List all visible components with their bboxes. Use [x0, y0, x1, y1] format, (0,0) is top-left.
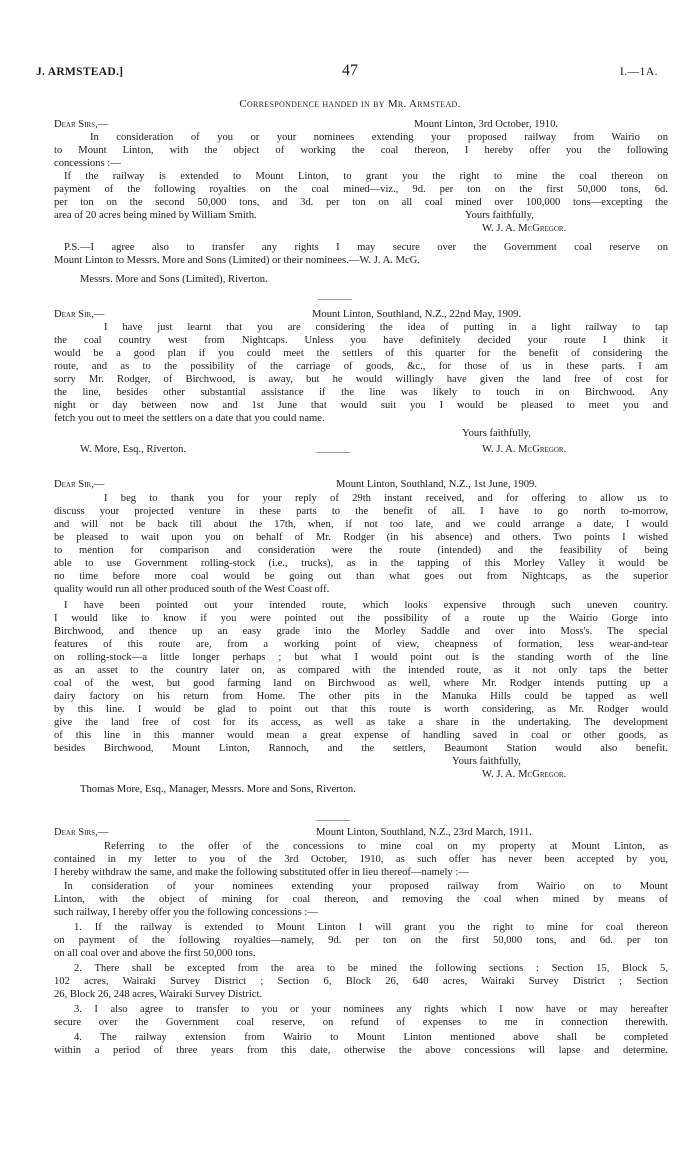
salutation: Dear Sirs,— — [54, 119, 109, 130]
body-line: payment of the following royalties on the coal mined—viz., 9d. per ton on the first 50,000 tons, 6d. — [54, 184, 668, 195]
closing: Yours faithfully, — [452, 756, 521, 767]
place-date: Mount Linton, Southland, N.Z., 22nd May, 1909. — [312, 309, 522, 320]
postscript-line: P.S.—I agree also to transfer any rights I may secure over the Government coal reserve on — [64, 242, 668, 253]
body-line: features of this route are, from a working point of view, cheapness of formation, less wear-and-tear — [54, 639, 668, 650]
divider — [316, 820, 350, 821]
body-line: secure over the Government coal reserve, on refund of expenses to me in connection therewith. — [54, 1017, 668, 1028]
body-line: as an asset to the country later on, as compared with the intended route, as it not only taps the better — [54, 665, 668, 676]
body-line: on rolling-stock—a little longer perhaps ; but what I would point out is the standing worth of the line — [54, 652, 668, 663]
body-line: of this line in this manner would mean a great expense of handling saved in coal or other goods, as — [54, 730, 668, 741]
place-date: Mount Linton, 3rd October, 1910. — [414, 119, 559, 130]
body-line: quality would run all other produced south of the West Coast off. — [54, 584, 330, 595]
body-line: Birchwood, and thence up an easy grade into the Morley Saddle and over into Moss's. The special — [54, 626, 668, 637]
letter-2-heading — [54, 309, 668, 321]
body-line: fetch you out to meet the settlers on a date that you could name. — [54, 413, 325, 424]
body-line: the coal country west from Nightcaps. Unless you have definitely decided your route I think it — [54, 335, 668, 346]
closing: Yours faithfully, — [465, 210, 534, 221]
body-line: dairy factory on his return from Home. The other pits in the Manuka Hills could be tapped as well — [54, 691, 668, 702]
place-date: Mount Linton, Southland, N.Z., 1st June, 1909. — [336, 479, 537, 490]
body-line: 2. There shall be excepted from the area to be mined the following sections : Section 15, Block 5, — [74, 963, 668, 974]
body-line: such railway, I hereby offer you the following concessions :— — [54, 907, 318, 918]
body-line: I would like to know if you were pointed out the possibility of a route up the Wairio Gorge into — [54, 613, 668, 624]
signature: W. J. A. McGregor. — [482, 769, 567, 780]
body-line: I hereby withdraw the same, and make the following substituted offer in lieu thereof—namely :— — [54, 867, 469, 878]
page-number: 47 — [342, 62, 358, 79]
addressee: Messrs. More and Sons (Limited), Riverton. — [80, 274, 268, 285]
body-line: and will not be back till about the 17th, when, if not too late, and we could arrange a date, I would — [54, 519, 668, 530]
signature: W. J. A. McGregor. — [482, 444, 567, 455]
body-line: on payment of the following royalties—namely, 9d. per ton on the first 50,000 tons, and 6d. per ton — [54, 935, 668, 946]
place-date: Mount Linton, Southland, N.Z., 23rd March, 1911. — [316, 827, 532, 838]
body-line: be pleased to wait upon you on behalf of Mr. Rodger (in his absence) and others. Two points I wished — [54, 532, 668, 543]
body-line: concessions :— — [54, 158, 121, 169]
body-line: able to use Government rolling-stock (i.e., trucks), as in the tapping of this Morley Valley it would be — [54, 558, 668, 569]
body-line: route, and as to the possibility of the carriage of goods, &c., for those of us in these parts. I am — [54, 361, 668, 372]
body-line: contained in my letter to you of the 3rd October, 1910, as such offer has never been accepted by you, — [54, 854, 668, 865]
divider — [318, 299, 352, 300]
body-line: to Mount Linton, with the object of working the coal thereon, I hereby offer you the following — [54, 145, 668, 156]
letter-4-heading — [54, 827, 668, 839]
salutation: Dear Sir,— — [54, 309, 105, 320]
body-line: 1. If the railway is extended to Mount Linton I will grant you the right to mine for coal thereon — [74, 922, 668, 933]
postscript-line: Mount Linton to Messrs. More and Sons (Limited) or their nominees.—W. J. A. McG. — [54, 255, 420, 266]
body-line: per ton on the second 50,000 tons, and 3d. per ton on all coal mined over 100,000 tons—excepting the — [54, 197, 668, 208]
body-line: In consideration of you or your nominees extending your proposed railway from Wairio on — [90, 132, 668, 143]
body-line: sorry Mr. Rodger, of Birchwood, is away, but he would willingly have given the land free of cost for — [54, 374, 668, 385]
body-line: 4. The railway extension from Wairio to Mount Linton mentioned above shall be completed — [74, 1032, 668, 1043]
body-line: In consideration of your nominees extending your proposed railway from Wairio on to Mount — [64, 881, 668, 892]
body-line: I beg to thank you for your reply of 29th instant received, and for offering to allow us to — [104, 493, 668, 504]
closing: Yours faithfully, — [462, 428, 531, 439]
salutation: Dear Sir,— — [54, 479, 105, 490]
body-line: night or day between now and 1st June that would suit you I would be pleased to meet you and — [54, 400, 668, 411]
salutation: Dear Sirs,— — [54, 827, 109, 838]
running-head-left: J. ARMSTEAD.] — [36, 66, 124, 78]
body-line: I have just learnt that you are considering the idea of putting in a light railway to tap — [104, 322, 668, 333]
body-line: Referring to the offer of the concessions to mine coal on my property at Mount Linton, as — [104, 841, 668, 852]
body-line: I have been pointed out your intended route, which looks expensive through such uneven country. — [64, 600, 668, 611]
letter-1-heading — [54, 119, 668, 131]
body-line: coal of the west, but good farming land on Birchwood as well, where Mr. Rodger intends putting up a — [54, 678, 668, 689]
body-line: the line, besides other substantial assistance if the line was likely to touch in on Birchwood. Any — [54, 387, 668, 398]
body-line: no time before more coal would be going out than what goes out from Nightcaps, as the superior — [54, 571, 668, 582]
running-head-right: I.—1A. — [619, 66, 658, 78]
body-line: besides Birchwood, Mount Linton, Rannoch, and the settlers, Beaumont Station would also benefit. — [54, 743, 668, 754]
addressee: W. More, Esq., Riverton. — [80, 444, 187, 455]
body-line: would be a good plan if you could meet the settlers of this quarter for the benefit of considering the — [54, 348, 668, 359]
body-line: 102 acres, Wairaki Survey District ; Section 6, Block 26, 640 acres, Wairaki Survey District ; Section — [54, 976, 668, 987]
body-line: 3. I also agree to transfer to you or your nominees any rights which I now have or may hereafter — [74, 1004, 668, 1015]
body-line: If the railway is extended to Mount Linton, to grant you the right to mine the coal thereon on — [64, 171, 668, 182]
letter-3-heading — [54, 479, 668, 491]
body-line: 26, Block 26, 248 acres, Wairaki Survey District. — [54, 989, 263, 1000]
body-line: within a period of three years from this date, otherwise the above concessions will lapse and determine. — [54, 1045, 668, 1056]
body-line: give the land free of cost for its access, as well as take a share in the undertaking. The development — [54, 717, 668, 728]
body-line: on all coal over and above the first 50,000 tons. — [54, 948, 256, 959]
signature: W. J. A. McGregor. — [482, 223, 567, 234]
body-line: Linton, with the object of mining for coal thereon, and removing the coal when mined by means of — [54, 894, 668, 905]
body-line: area of 20 acres being mined by William Smith. — [54, 210, 257, 221]
document-title: Correspondence handed in by Mr. Armstead. — [239, 98, 461, 110]
divider — [316, 452, 350, 453]
body-line: by this line. I would be glad to point out that this route is worth considering, as Mr. Rodger would — [54, 704, 668, 715]
addressee: Thomas More, Esq., Manager, Messrs. More and Sons, Riverton. — [80, 784, 356, 795]
body-line: to mention for comparison and consideration were the route (intended) and the feasibility of being — [54, 545, 668, 556]
body-line: discuss your projected venture in these parts to the benefit of all. I have to go north to-morrow, — [54, 506, 668, 517]
